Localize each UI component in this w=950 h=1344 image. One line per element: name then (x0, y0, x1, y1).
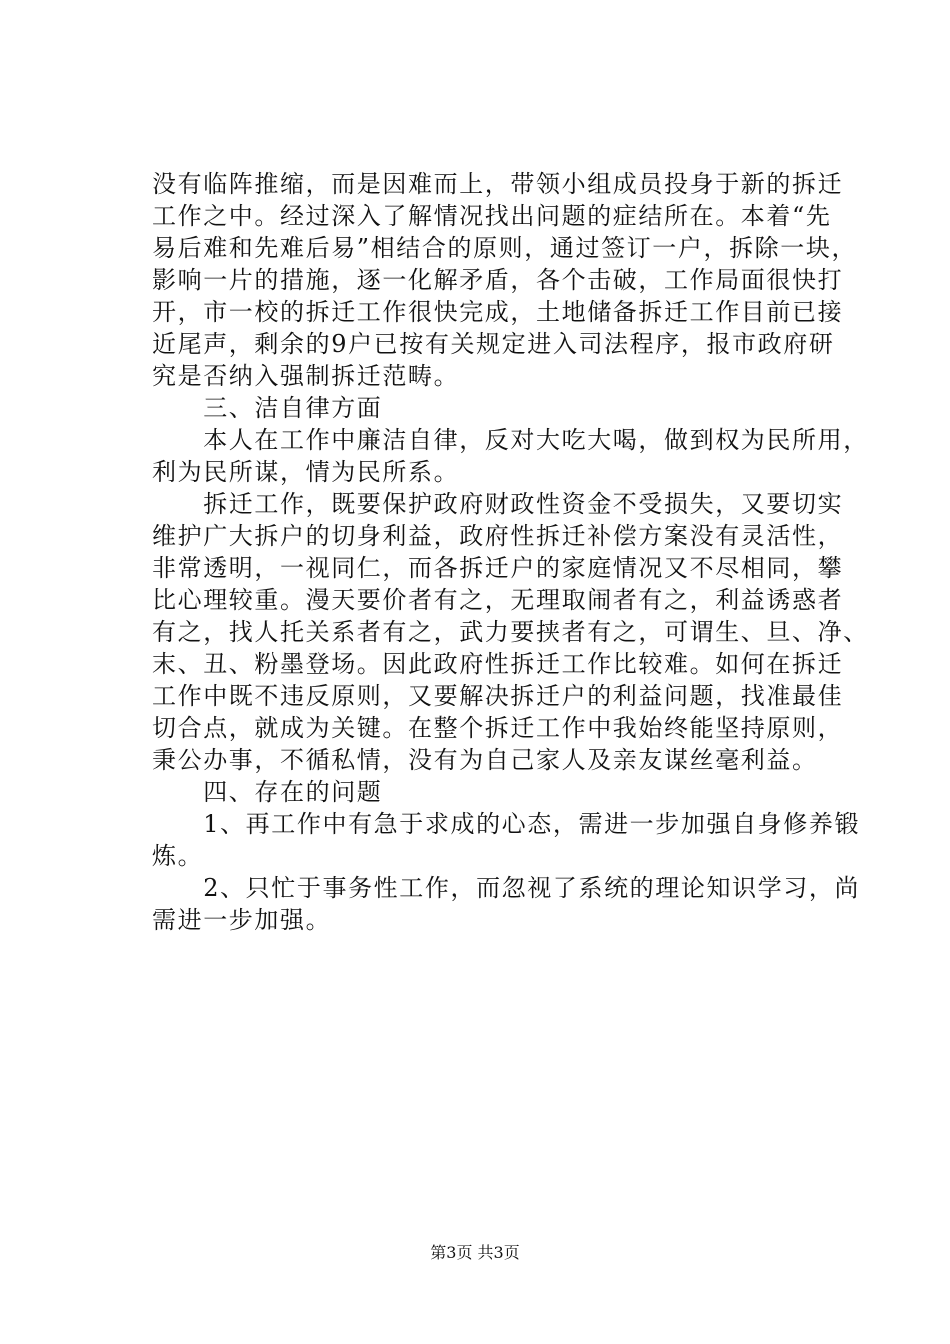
text-line: 炼。 (152, 842, 204, 870)
text-line: 末、丑、粉墨登场。因此政府性拆迁工作比较难。如何在拆迁 (152, 650, 844, 678)
text-line: 影响一片的措施，逐一化解矛盾，各个击破，工作局面很快打 (152, 266, 844, 294)
document-body (152, 168, 869, 936)
text-line: 没有临阵推缩，而是因难而上，带领小组成员投身于新的拆迁 (152, 170, 844, 198)
text-line: 开，市一校的拆迁工作很快完成，土地储备拆迁工作目前已接 (152, 298, 844, 326)
text-line: 2、只忙于事务性工作，而忽视了系统的理论知识学习，尚 (152, 874, 861, 902)
text-line: 非常透明，一视同仁，而各拆迁户的家庭情况又不尽相同，攀 (152, 554, 844, 582)
text-line: 工作之中。经过深入了解情况找出问题的症结所在。本着“先 (152, 202, 832, 230)
text-line: 切合点，就成为关键。在整个拆迁工作中我始终能坚持原则， (152, 714, 844, 742)
section-heading: 四、存在的问题 (152, 778, 383, 806)
text-line: 1、再工作中有急于求成的心态，需进一步加强自身修养锻 (152, 810, 861, 838)
text-line: 有之，找人托关系者有之，武力要挟者有之，可谓生、旦、净、 (152, 618, 869, 646)
text-line: 比心理较重。漫天要价者有之，无理取闹者有之，利益诱惑者 (152, 586, 844, 614)
section-heading: 三、洁自律方面 (152, 394, 383, 422)
text-line: 维护广大拆户的切身利益，政府性拆迁补偿方案没有灵活性， (152, 522, 844, 550)
text-line: 究是否纳入强制拆迁范畴。 (152, 362, 460, 390)
text-line: 近尾声，剩余的9户已按有关规定进入司法程序，报市政府研 (152, 330, 835, 358)
text-line: 工作中既不违反原则，又要解决拆迁户的利益问题，找准最佳 (152, 682, 844, 710)
text-line: 需进一步加强。 (152, 906, 332, 934)
text-line: 易后难和先难后易”相结合的原则，通过签订一户，拆除一块， (152, 234, 858, 262)
text-line: 拆迁工作，既要保护政府财政性资金不受损失，又要切实 (152, 490, 844, 518)
text-line: 利为民所谋，情为民所系。 (152, 458, 460, 486)
text-line: 秉公办事，不循私情，没有为自己家人及亲友谋丝毫利益。 (152, 746, 818, 774)
page-number-footer: 第3页 共3页 (430, 1243, 520, 1262)
text-line: 本人在工作中廉洁自律，反对大吃大喝，做到权为民所用， (152, 426, 869, 454)
